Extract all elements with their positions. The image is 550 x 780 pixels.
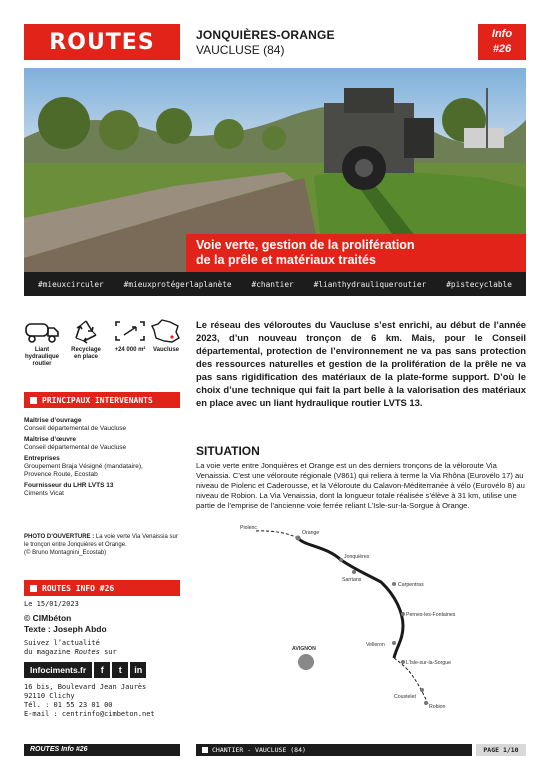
square-bullet-icon bbox=[30, 585, 37, 592]
info-badge bbox=[478, 24, 526, 60]
place-label-isle-sur-la-sorgue: L’Isle-sur-la-Sorgue bbox=[406, 660, 451, 666]
linkedin-icon[interactable]: in bbox=[130, 662, 146, 678]
place-dot bbox=[401, 612, 405, 616]
place-dot bbox=[392, 582, 396, 586]
icon-label: Vaucluse bbox=[152, 347, 179, 353]
hashtag-bar bbox=[24, 272, 526, 296]
follow-line-2 bbox=[24, 648, 184, 657]
follow-prefix: du magazine bbox=[24, 648, 75, 656]
links-row bbox=[24, 662, 184, 678]
place-dot bbox=[420, 688, 424, 692]
icon-item-region bbox=[148, 318, 184, 354]
location-city: JONQUIÈRES-ORANGE bbox=[196, 28, 335, 42]
place-label-coustelet: Coustelet bbox=[394, 694, 416, 700]
place-label-orange: Orange bbox=[302, 530, 320, 536]
follow-line-1: Suivez l’actualité bbox=[24, 639, 100, 647]
place-label-velleron: Velleron bbox=[366, 642, 385, 648]
hashtag[interactable]: #mieuxcirculer bbox=[38, 279, 104, 289]
routes-info-heading bbox=[24, 580, 180, 596]
routes-info-block bbox=[24, 600, 184, 719]
place-label-carpentras: Carpentras bbox=[398, 582, 424, 588]
hashtag[interactable]: #chantier bbox=[251, 279, 294, 289]
caption-label: PHOTO D’OUVERTURE : bbox=[24, 534, 95, 540]
intervenants-heading-text: PRINCIPAUX INTERVENANTS bbox=[42, 395, 153, 405]
page-number: PAGE 1/10 bbox=[476, 744, 526, 756]
copyright: © CIMbéton bbox=[24, 613, 72, 623]
avignon-marker bbox=[298, 654, 314, 670]
place-dot bbox=[392, 641, 396, 645]
place-label-robion: Robion bbox=[429, 704, 446, 710]
intervenant-role: Maîtrise d’œuvre bbox=[24, 436, 77, 443]
route-dashed-north bbox=[256, 531, 298, 538]
photo-title-banner bbox=[186, 234, 526, 272]
twitter-icon[interactable]: t bbox=[112, 662, 128, 678]
place-label-avignon: AVIGNON bbox=[292, 646, 316, 652]
place-label-jonquieres: Jonquières bbox=[344, 554, 370, 560]
intervenant-name: Ciments Vicat bbox=[24, 490, 64, 497]
caption-text: La voie verte Via Venaissia sur le tronçon entre Jonquières et Orange. bbox=[24, 534, 178, 548]
intervenant-role: Entreprises bbox=[24, 455, 60, 462]
icon-item-area bbox=[112, 318, 148, 354]
intervenant-name: Conseil départemental de Vaucluse bbox=[24, 444, 127, 451]
facebook-icon[interactable]: f bbox=[94, 662, 110, 678]
intervenants-list bbox=[24, 414, 184, 498]
place-dot bbox=[296, 536, 301, 541]
footer-section bbox=[196, 744, 472, 756]
intervenant-role: Fournisseur du LHR LVTS 13 bbox=[24, 482, 114, 489]
photo-title-line-2: de la prêle et matériaux traités bbox=[196, 253, 376, 267]
square-bullet-icon bbox=[30, 397, 37, 404]
place-dot bbox=[401, 660, 405, 664]
hashtag[interactable]: #lianthydrauliqueroutier bbox=[313, 279, 427, 289]
infociments-link[interactable]: Infociments.fr bbox=[24, 662, 92, 678]
info-badge-label: Info bbox=[491, 28, 513, 40]
magazine-name: Routes bbox=[74, 648, 100, 656]
intervenant-name: Conseil départemental de Vaucluse bbox=[24, 425, 127, 432]
place-dot bbox=[352, 570, 356, 574]
routes-logo: ROUTES bbox=[24, 24, 180, 60]
email[interactable]: E-mail : centrinfo@cimbeton.net bbox=[24, 710, 155, 718]
footer-section-text: CHANTIER - VAUCLUSE (84) bbox=[212, 746, 306, 754]
intervenants-heading bbox=[24, 392, 180, 408]
info-badge-number: #26 bbox=[492, 43, 512, 55]
icon-label: +24 000 m² bbox=[114, 347, 146, 353]
truck-icon bbox=[24, 318, 60, 344]
routes-info-heading-text: ROUTES INFO #26 bbox=[42, 583, 115, 593]
route-map bbox=[196, 518, 456, 714]
footer-publication: ROUTES Info #26 bbox=[24, 744, 180, 756]
france-map-icon bbox=[148, 318, 184, 344]
icon-item-recycle bbox=[68, 318, 104, 361]
recycle-icon bbox=[68, 318, 104, 344]
intervenant-name: Provence Route, Ecostab bbox=[24, 471, 98, 478]
intro-paragraph: Le réseau des véloroutes du Vaucluse s’est enrichi, au début de l’année 2023, d’un nouveau tronçon de 6 km. Mais, pour le Conseil départemental, protection de l’environnement ne va pas sans protection des ressources naturelles et gestion de la prolifération de la prêle ne va pas sans rigidification des matériaux de la plate-forme support. D’où le choix d’une technique qui fait la part belle à la valorisation des matériaux en place avec un liant hydraulique routier LVTS 13. bbox=[196, 319, 526, 408]
address-line-2: 92110 Clichy bbox=[24, 692, 75, 700]
hashtag[interactable]: #mieuxprotégerlaplanète bbox=[123, 279, 232, 289]
place-label-sarrians: Sarrians bbox=[342, 577, 362, 583]
intervenant-role: Maîtrise d’ouvrage bbox=[24, 417, 82, 424]
place-label-piolenc: Piolenc bbox=[240, 525, 258, 531]
place-label-pernes: Pernes-les-Fontaines bbox=[406, 612, 456, 618]
place-dot bbox=[339, 558, 343, 562]
photo-caption bbox=[24, 533, 184, 557]
key-figures-icons bbox=[24, 318, 184, 378]
page-header bbox=[24, 24, 526, 60]
caption-credit: (© Bruno Montagnini_Ecostab) bbox=[24, 550, 107, 556]
situation-text: La voie verte entre Jonquières et Orange est un des derniers tronçons de la véloroute Via Venaissia. C’est une véloroute régionale (V861) qui reliera à terme la Via Rhôna (Eurovélo 17) au niveau de Piolenc et Caderousse, et la Véloroute du Calavon-Méditerranée à vélo (Eurovélo 8) au niveau de Robion. La Via Venaissia, dont la longueur totale réalisée s’élève à 31 km, utilise une partie de l’emprise de l’ancienne voie ferrée reliant L’Isle-sur-la-Sorgue à Orange. bbox=[196, 461, 525, 510]
hashtag[interactable]: #pistecyclable bbox=[446, 279, 512, 289]
intervenant-name: Groupement Braja Vésigné (mandataire), bbox=[24, 463, 143, 470]
photo-title-line-1: Voie verte, gestion de la prolifération bbox=[196, 238, 415, 252]
author: Texte : Joseph Abdo bbox=[24, 624, 107, 634]
icon-item-binder bbox=[24, 318, 60, 368]
telephone: Tél. : 01 55 23 01 00 bbox=[24, 701, 113, 709]
icon-label: Liant hydraulique routier bbox=[24, 347, 59, 367]
place-dot bbox=[424, 701, 428, 705]
square-bullet-icon bbox=[202, 747, 208, 753]
location-department: VAUCLUSE (84) bbox=[196, 43, 285, 57]
address-line-1: 16 bis, Boulevard Jean Jaurès bbox=[24, 683, 147, 691]
icon-label: Recyclage en place bbox=[71, 347, 101, 360]
area-icon bbox=[112, 318, 148, 344]
situation-heading: SITUATION bbox=[196, 444, 260, 458]
publication-date: Le 15/01/2023 bbox=[24, 600, 79, 608]
follow-suffix: sur bbox=[99, 648, 117, 656]
